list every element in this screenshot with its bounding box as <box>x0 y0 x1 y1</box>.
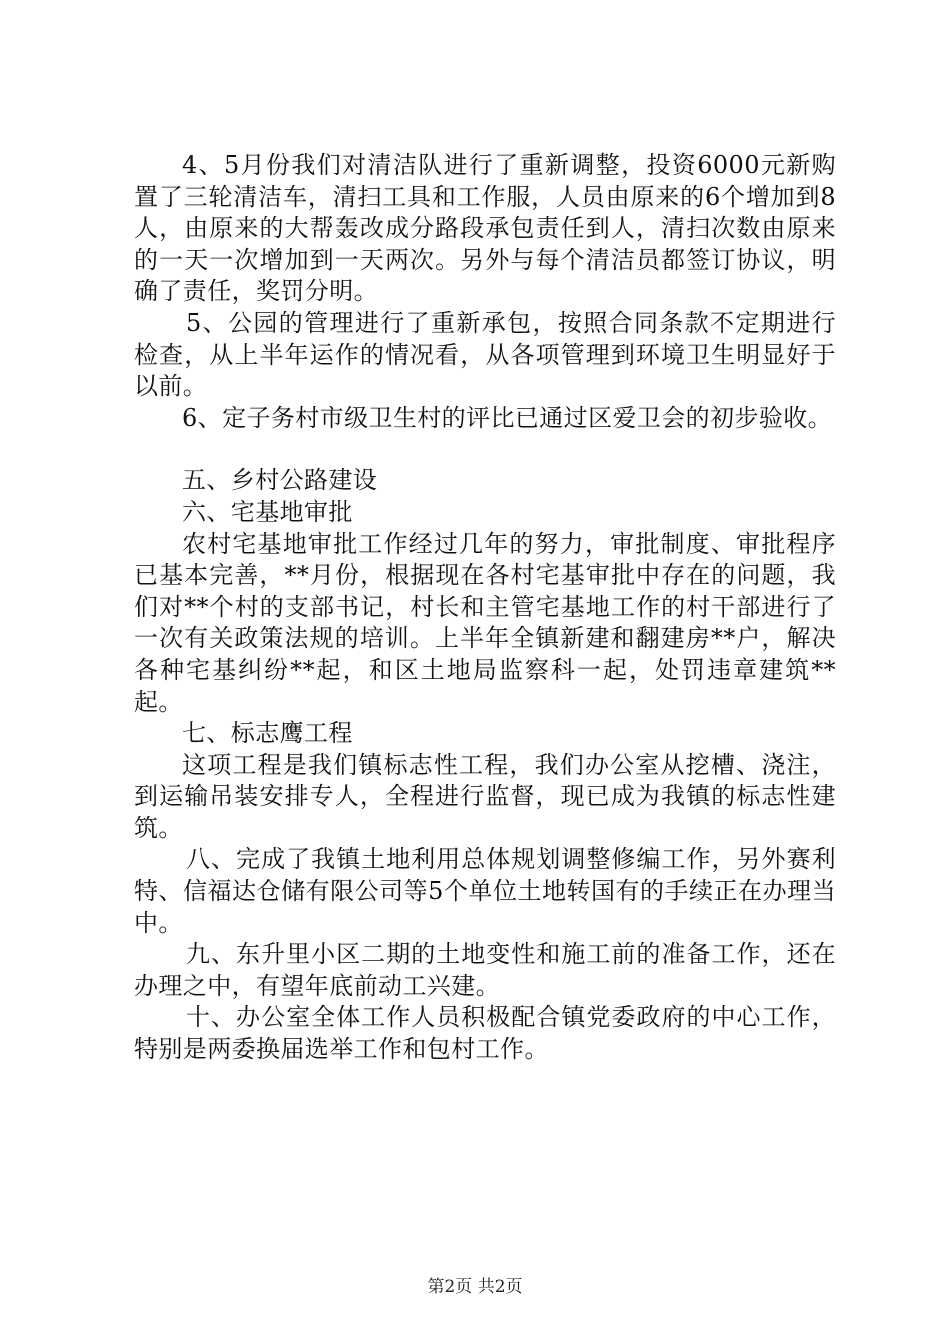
heading-homestead-approval: 六、宅基地审批 <box>182 497 353 526</box>
paragraph-cleaning-team: 4、5月份我们对清洁队进行了重新调整，投资6000元新购置了三轮清洁车，清扫工具和工作服，人员由原来的6个增加到8人，由原来的大帮轰改成分路段承包责任到人，清扫次数由原来的一天一次增加到一天两次。另外与每个清洁员都签订协议，明确了责任，奖罚分明。 <box>134 151 836 306</box>
heading-rural-roads: 五、乡村公路建设 <box>182 466 378 495</box>
paragraph-dongshengli: 九、东升里小区二期的土地变性和施工前的准备工作，还在办理之中，有望年底前动工兴建。 <box>134 940 836 1000</box>
paragraph-park-management: 5、公园的管理进行了重新承包，按照合同条款不定期进行检查，从上半年运作的情况看，从各项管理到环境卫生明显好于以前。 <box>134 308 836 401</box>
paragraph-office-staff: 十、办公室全体工作人员积极配合镇党委政府的中心工作，特别是两委换届选举工作和包村工作。 <box>134 1003 836 1064</box>
paragraph-homestead-approval: 农村宅基地审批工作经过几年的努力，审批制度、审批程序已基本完善，**月份，根据现在各村宅基审批中存在的问题，我们对**个村的支部书记，村长和主管宅基地工作的村干部进行了一次有关政策法规的培训。上半年全镇新建和翻建房**户，解决各种宅基纠纷**起，和区土地局监察科一起，处罚违章建筑**起。 <box>134 529 836 716</box>
heading-landmark-project: 七、标志鹰工程 <box>182 719 353 748</box>
document-body <box>134 150 836 1066</box>
page-number-footer: 第2页 共2页 <box>427 1277 523 1297</box>
paragraph-sanitation-village: 6、定子务村市级卫生村的评比已通过区爱卫会的初步验收。 <box>182 403 833 432</box>
paragraph-landmark-project: 这项工程是我们镇标志性工程，我们办公室从挖槽、浇注，到运输吊装安排专人，全程进行监督，现已成为我镇的标志性建筑。 <box>134 750 836 842</box>
section-spacer <box>134 434 836 465</box>
paragraph-land-use-plan: 八、完成了我镇土地利用总体规划调整修编工作，另外赛利特、信福达仓储有限公司等5个单位土地转国有的手续正在办理当中。 <box>134 845 836 937</box>
